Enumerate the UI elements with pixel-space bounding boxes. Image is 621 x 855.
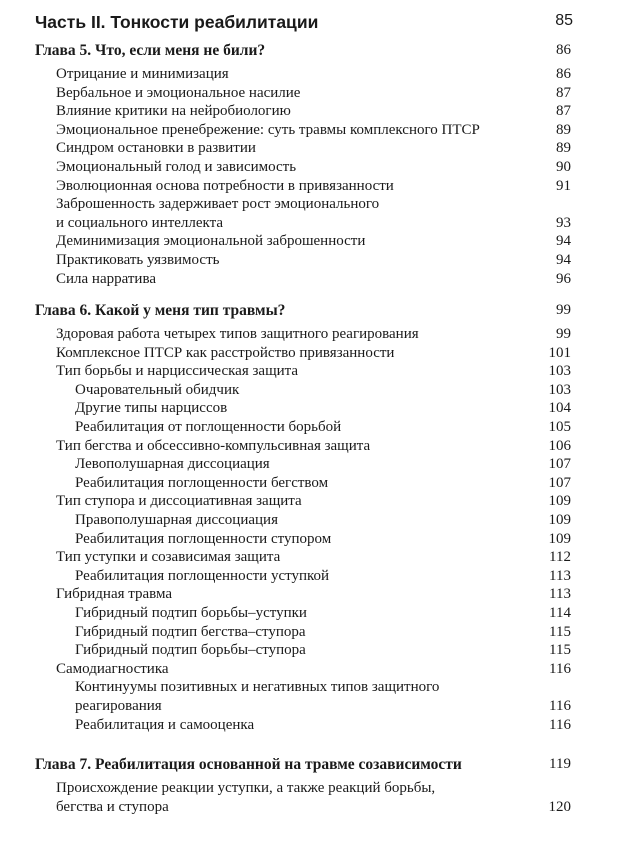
toc-entry xyxy=(0,122,621,141)
part-heading-title: Часть II. Тонкости реабилитации xyxy=(35,12,319,32)
toc-entry xyxy=(0,345,621,364)
toc-entry xyxy=(0,233,621,252)
toc-entry xyxy=(0,363,621,382)
chapter-heading-page-number: 86 xyxy=(556,42,571,58)
toc-entry xyxy=(0,642,621,661)
toc-entry xyxy=(0,475,621,494)
toc-entry-line xyxy=(0,215,621,234)
toc-entry-title: Очаровательный обидчик xyxy=(75,381,240,398)
toc-entry xyxy=(0,624,621,643)
toc-entry-line-title: реагирования xyxy=(75,698,162,714)
toc-entry-title: Эмоциональный голод и зависимость xyxy=(56,159,297,175)
toc-entry-title: Реабилитация поглощенности ступором xyxy=(75,530,332,547)
toc-entry-title: Реабилитация поглощенности уступкой xyxy=(75,567,330,584)
toc-entry xyxy=(0,605,621,624)
toc-entry-line-title: бегства и ступора xyxy=(56,798,169,815)
toc-entry-page-number: 104 xyxy=(548,400,571,417)
toc-entry-page-number: 115 xyxy=(549,623,571,640)
toc-entry xyxy=(0,382,621,401)
toc-entry-title: Комплексное ПТСР как расстройство привязанности xyxy=(56,344,395,361)
toc-entry-title: Другие типы нарциссов xyxy=(75,400,228,417)
toc-entry-page-number: 86 xyxy=(556,66,571,82)
toc-entry-title: Здоровая работа четырех типов защитного реагирования xyxy=(56,326,419,342)
chapter-heading-title: Глава 5. Что, если меня не били? xyxy=(35,42,266,59)
toc-entry xyxy=(0,400,621,419)
toc-entry xyxy=(0,531,621,550)
toc-entry xyxy=(0,271,621,290)
chapter-heading xyxy=(0,302,621,324)
toc-entry-line xyxy=(0,799,621,818)
toc-entry-page-number: 90 xyxy=(556,159,571,175)
toc-entry xyxy=(0,661,621,680)
toc-entry-title: Гибридный подтип борьбы–уступки xyxy=(75,605,307,621)
toc-entry xyxy=(0,456,621,475)
toc-entry-title: Левополушарная диссоциация xyxy=(75,456,270,473)
toc-entry-page-number: 116 xyxy=(549,716,571,733)
toc-entry xyxy=(0,178,621,197)
toc-entry xyxy=(0,419,621,438)
toc-entry-page-number: 113 xyxy=(549,586,571,603)
toc-entry-title: Эволюционная основа потребности в привязанности xyxy=(56,177,394,194)
toc-entry xyxy=(0,493,621,512)
toc-entry-page-number: 106 xyxy=(548,437,571,454)
toc-entry-title: Тип ступора и диссоциативная защита xyxy=(56,493,302,510)
part-heading xyxy=(0,12,621,36)
toc-entry-line-page-number: 116 xyxy=(549,698,571,714)
part-heading-page-number: 85 xyxy=(555,12,573,29)
toc-entry-title: Гибридная травма xyxy=(56,586,173,603)
toc-entry-title: Гибридный подтип бегства–ступора xyxy=(75,623,306,640)
toc-entry-page-number: 87 xyxy=(556,103,571,120)
toc-entry-page-number: 91 xyxy=(556,177,571,194)
toc-entry-title: Деминимизация эмоциональной заброшенности xyxy=(56,233,366,250)
toc-entry-title: Отрицание и минимизация xyxy=(56,66,229,82)
toc-entry-page-number: 94 xyxy=(556,252,571,268)
toc-entry-title: Реабилитация и самооценка xyxy=(75,716,255,733)
toc-entry-page-number: 114 xyxy=(549,605,571,621)
toc-entry-page-number: 109 xyxy=(548,530,571,547)
chapter-heading-title: Глава 7. Реабилитация основанной на травме созависимости xyxy=(35,756,462,773)
toc-entry-page-number: 116 xyxy=(549,660,571,677)
toc-entry-page-number: 103 xyxy=(548,363,571,380)
toc-entry-line xyxy=(0,196,621,215)
toc-entry-title: Гибридный подтип борьбы–ступора xyxy=(75,642,306,659)
toc-entry xyxy=(0,438,621,457)
chapter-heading-title: Глава 6. Какой у меня тип травмы? xyxy=(35,302,286,319)
toc-entry-page-number: 103 xyxy=(548,381,571,398)
toc-entry-title: Эмоциональное пренебрежение: суть травмы комплексного ПТСР xyxy=(56,121,480,138)
toc-entry-title: Сила нарратива xyxy=(56,270,157,287)
chapter-heading-page-number: 99 xyxy=(556,302,571,318)
toc-entry-line xyxy=(0,698,621,717)
toc-entry-page-number: 109 xyxy=(548,493,571,510)
toc-entry-line-title: и социального интеллекта xyxy=(56,214,224,231)
chapter-heading xyxy=(0,42,621,64)
toc-entry-line xyxy=(0,679,621,698)
toc-entry-title: Вербальное и эмоциональное насилие xyxy=(56,84,301,101)
toc-entry-title: Тип бегства и обсессивно-компульсивная защита xyxy=(56,437,371,454)
toc-entry xyxy=(0,159,621,178)
toc-entry-page-number: 87 xyxy=(556,84,571,101)
toc-entry-page-number: 109 xyxy=(548,512,571,528)
toc-entry xyxy=(0,586,621,605)
toc-entry xyxy=(0,549,621,568)
toc-entry-page-number: 113 xyxy=(549,567,571,584)
toc-entry-title: Синдром остановки в развитии xyxy=(56,140,256,157)
toc-entry-line-title: Континуумы позитивных и негативных типов защитного xyxy=(75,679,440,696)
toc-entry xyxy=(0,140,621,159)
toc-entry-title: Влияние критики на нейробиологию xyxy=(56,103,291,120)
toc-entry-line-page-number: 93 xyxy=(556,214,571,231)
toc-entry-title: Тип уступки и созависимая защита xyxy=(56,549,281,566)
toc-entry-title: Тип борьбы и нарциссическая защита xyxy=(56,363,299,380)
toc-entry-page-number: 99 xyxy=(556,326,571,342)
toc-entry-title: Реабилитация от поглощенности борьбой xyxy=(75,419,342,435)
toc-entry-page-number: 112 xyxy=(549,549,571,566)
toc-entry-line-title: Происхождение реакции уступки, а также реакций борьбы, xyxy=(56,780,436,796)
chapter-heading-page-number: 119 xyxy=(549,756,571,772)
toc-entry-page-number: 107 xyxy=(548,474,571,491)
toc-entry xyxy=(0,66,621,85)
toc-entry-page-number: 89 xyxy=(556,121,571,138)
toc-entry-page-number: 115 xyxy=(549,642,571,659)
toc-entry xyxy=(0,103,621,122)
toc-entry-page-number: 105 xyxy=(548,419,571,435)
toc-entry xyxy=(0,568,621,587)
chapter-heading xyxy=(0,756,621,778)
toc-entry xyxy=(0,252,621,271)
toc-entry-title: Правополушарная диссоциация xyxy=(75,512,278,528)
toc-entry-line xyxy=(0,780,621,799)
toc-entry-page-number: 94 xyxy=(556,233,571,250)
toc-entry xyxy=(0,512,621,531)
toc-entry-line-page-number: 120 xyxy=(548,798,571,815)
toc-entry xyxy=(0,85,621,104)
toc-entry-page-number: 96 xyxy=(556,270,571,287)
toc-entry xyxy=(0,326,621,345)
toc-entry-page-number: 101 xyxy=(548,344,571,361)
toc-entry xyxy=(0,717,621,736)
toc-entry-page-number: 89 xyxy=(556,140,571,157)
toc-entry-title: Реабилитация поглощенности бегством xyxy=(75,474,329,491)
toc-entry-title: Самодиагностика xyxy=(56,660,169,677)
toc-entry-page-number: 107 xyxy=(548,456,571,473)
toc-entry-line-title: Заброшенность задерживает рост эмоционального xyxy=(56,196,380,213)
toc-entry-title: Практиковать уязвимость xyxy=(56,252,220,268)
